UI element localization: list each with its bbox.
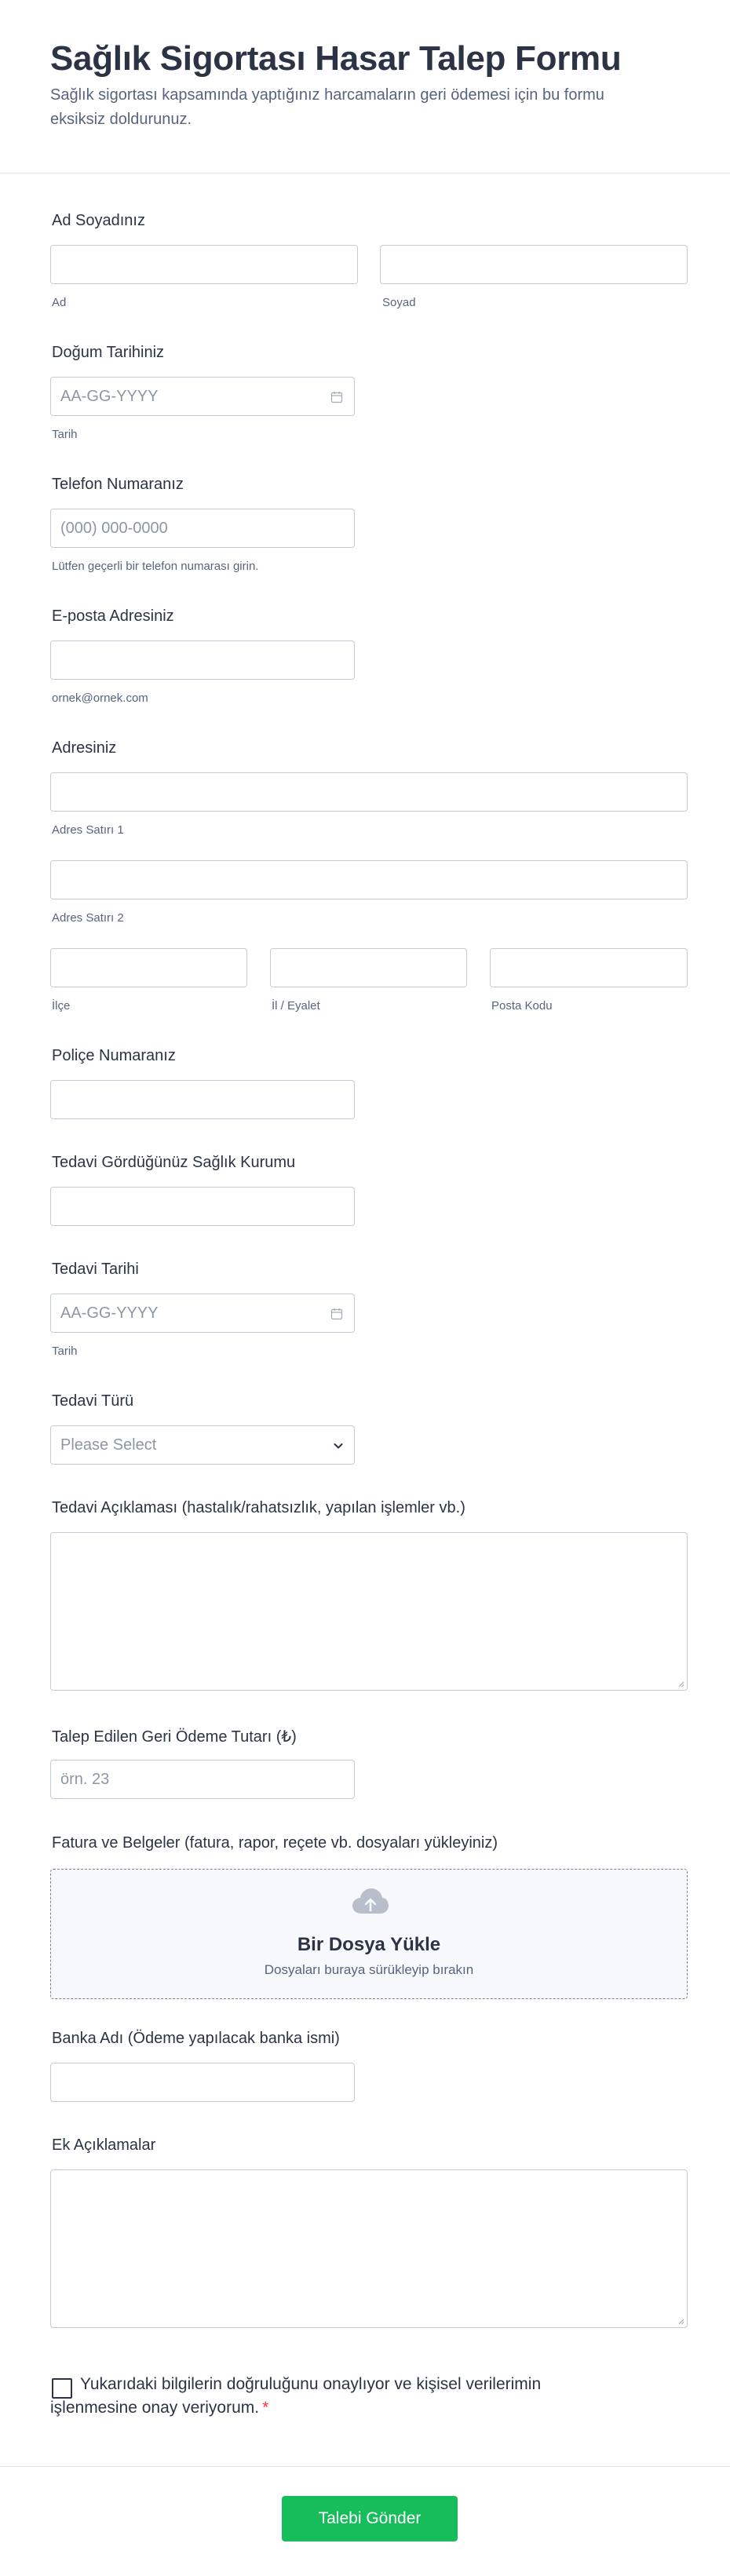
- documents-label: Fatura ve Belgeler (fatura, rapor, reçete vb. dosyaları yükleyiniz): [52, 1834, 498, 1852]
- bank-label: Banka Adı (Ödeme yapılacak banka ismi): [52, 2030, 340, 2047]
- first-name-sublabel: Ad: [52, 296, 67, 309]
- calendar-icon[interactable]: [330, 1308, 343, 1320]
- consent-text: [50, 2373, 584, 2420]
- amount-placeholder: örn. 23: [60, 1771, 110, 1788]
- facility-label: Tedavi Gördüğünüz Sağlık Kurumu: [52, 1154, 296, 1171]
- notes-label: Ek Açıklamalar: [52, 2136, 156, 2154]
- amount-label: Talep Edilen Geri Ödeme Tutarı (₺): [52, 1728, 297, 1746]
- page-title: Sağlık Sigortası Hasar Talep Formu: [50, 39, 622, 78]
- treatment-desc-textarea[interactable]: [50, 1532, 688, 1691]
- treatment-type-label: Tedavi Türü: [52, 1392, 134, 1410]
- chevron-down-icon: [332, 1439, 345, 1452]
- birth-date-sublabel: Tarih: [52, 428, 78, 441]
- address-line1-input[interactable]: [50, 772, 688, 812]
- phone-input[interactable]: [50, 509, 355, 548]
- file-upload-dropzone[interactable]: [50, 1869, 688, 1999]
- district-input[interactable]: [50, 948, 247, 987]
- treatment-date-input[interactable]: [50, 1293, 355, 1333]
- resize-grip-icon[interactable]: [677, 2317, 684, 2325]
- upload-title: Bir Dosya Yükle: [297, 1934, 441, 1955]
- treatment-desc-label: Tedavi Açıklaması (hastalık/rahatsızlık, yapılan işlemler vb.): [52, 1499, 465, 1516]
- last-name-sublabel: Soyad: [382, 296, 416, 309]
- form-header: [0, 0, 730, 173]
- bank-name-input[interactable]: [50, 2063, 355, 2102]
- policy-label: Poliçe Numaranız: [52, 1047, 176, 1064]
- facility-input[interactable]: [50, 1187, 355, 1226]
- treatment-type-select[interactable]: [50, 1425, 355, 1465]
- state-sublabel: İl / Eyalet: [272, 999, 320, 1013]
- amount-input[interactable]: [50, 1760, 355, 1799]
- policy-number-input[interactable]: [50, 1080, 355, 1119]
- birth-date-placeholder: AA-GG-YYYY: [60, 388, 159, 405]
- address-line2-input[interactable]: [50, 860, 688, 899]
- address-line2-sublabel: Adres Satırı 2: [52, 911, 124, 925]
- email-input[interactable]: [50, 640, 355, 680]
- last-name-input[interactable]: [380, 245, 688, 284]
- treatment-type-selected: Please Select: [60, 1436, 157, 1454]
- treatment-date-sublabel: Tarih: [52, 1345, 78, 1358]
- address-label: Adresiniz: [52, 739, 117, 757]
- email-sublabel: ornek@ornek.com: [52, 691, 148, 705]
- name-label: Ad Soyadınız: [52, 212, 145, 229]
- email-label: E-posta Adresiniz: [52, 608, 174, 625]
- treatment-date-label: Tedavi Tarihi: [52, 1261, 139, 1278]
- first-name-input[interactable]: [50, 245, 358, 284]
- required-asterisk: *: [262, 2399, 269, 2417]
- district-sublabel: İlçe: [52, 999, 71, 1013]
- submit-button[interactable]: Talebi Gönder: [282, 2496, 458, 2541]
- phone-sublabel: Lütfen geçerli bir telefon numarası girin.: [52, 560, 259, 573]
- footer-divider: [0, 2466, 730, 2467]
- birth-date-input[interactable]: [50, 377, 355, 416]
- postal-code-sublabel: Posta Kodu: [491, 999, 553, 1013]
- postal-code-input[interactable]: [490, 948, 688, 987]
- notes-textarea[interactable]: [50, 2169, 688, 2328]
- state-input[interactable]: [270, 948, 467, 987]
- birth-date-label: Doğum Tarihiniz: [52, 344, 165, 361]
- upload-subtitle: Dosyaları buraya sürükleyip bırakın: [264, 1962, 474, 1977]
- cloud-upload-icon: [351, 1887, 390, 1918]
- page-subtitle: Sağlık sigortası kapsamında yaptığınız harcamaların geri ödemesi için bu formu eksiksiz doldurunuz.: [50, 86, 604, 128]
- consent-label: Yukarıdaki bilgilerin doğruluğunu onaylıyor ve kişisel verilerimin işlenmesine onay veriyorum.: [50, 2375, 542, 2417]
- phone-placeholder: (000) 000-0000: [60, 520, 168, 537]
- treatment-date-placeholder: AA-GG-YYYY: [60, 1304, 159, 1322]
- address-line1-sublabel: Adres Satırı 1: [52, 823, 124, 837]
- resize-grip-icon[interactable]: [677, 1680, 684, 1688]
- calendar-icon[interactable]: [330, 391, 343, 403]
- phone-label: Telefon Numaranız: [52, 476, 184, 493]
